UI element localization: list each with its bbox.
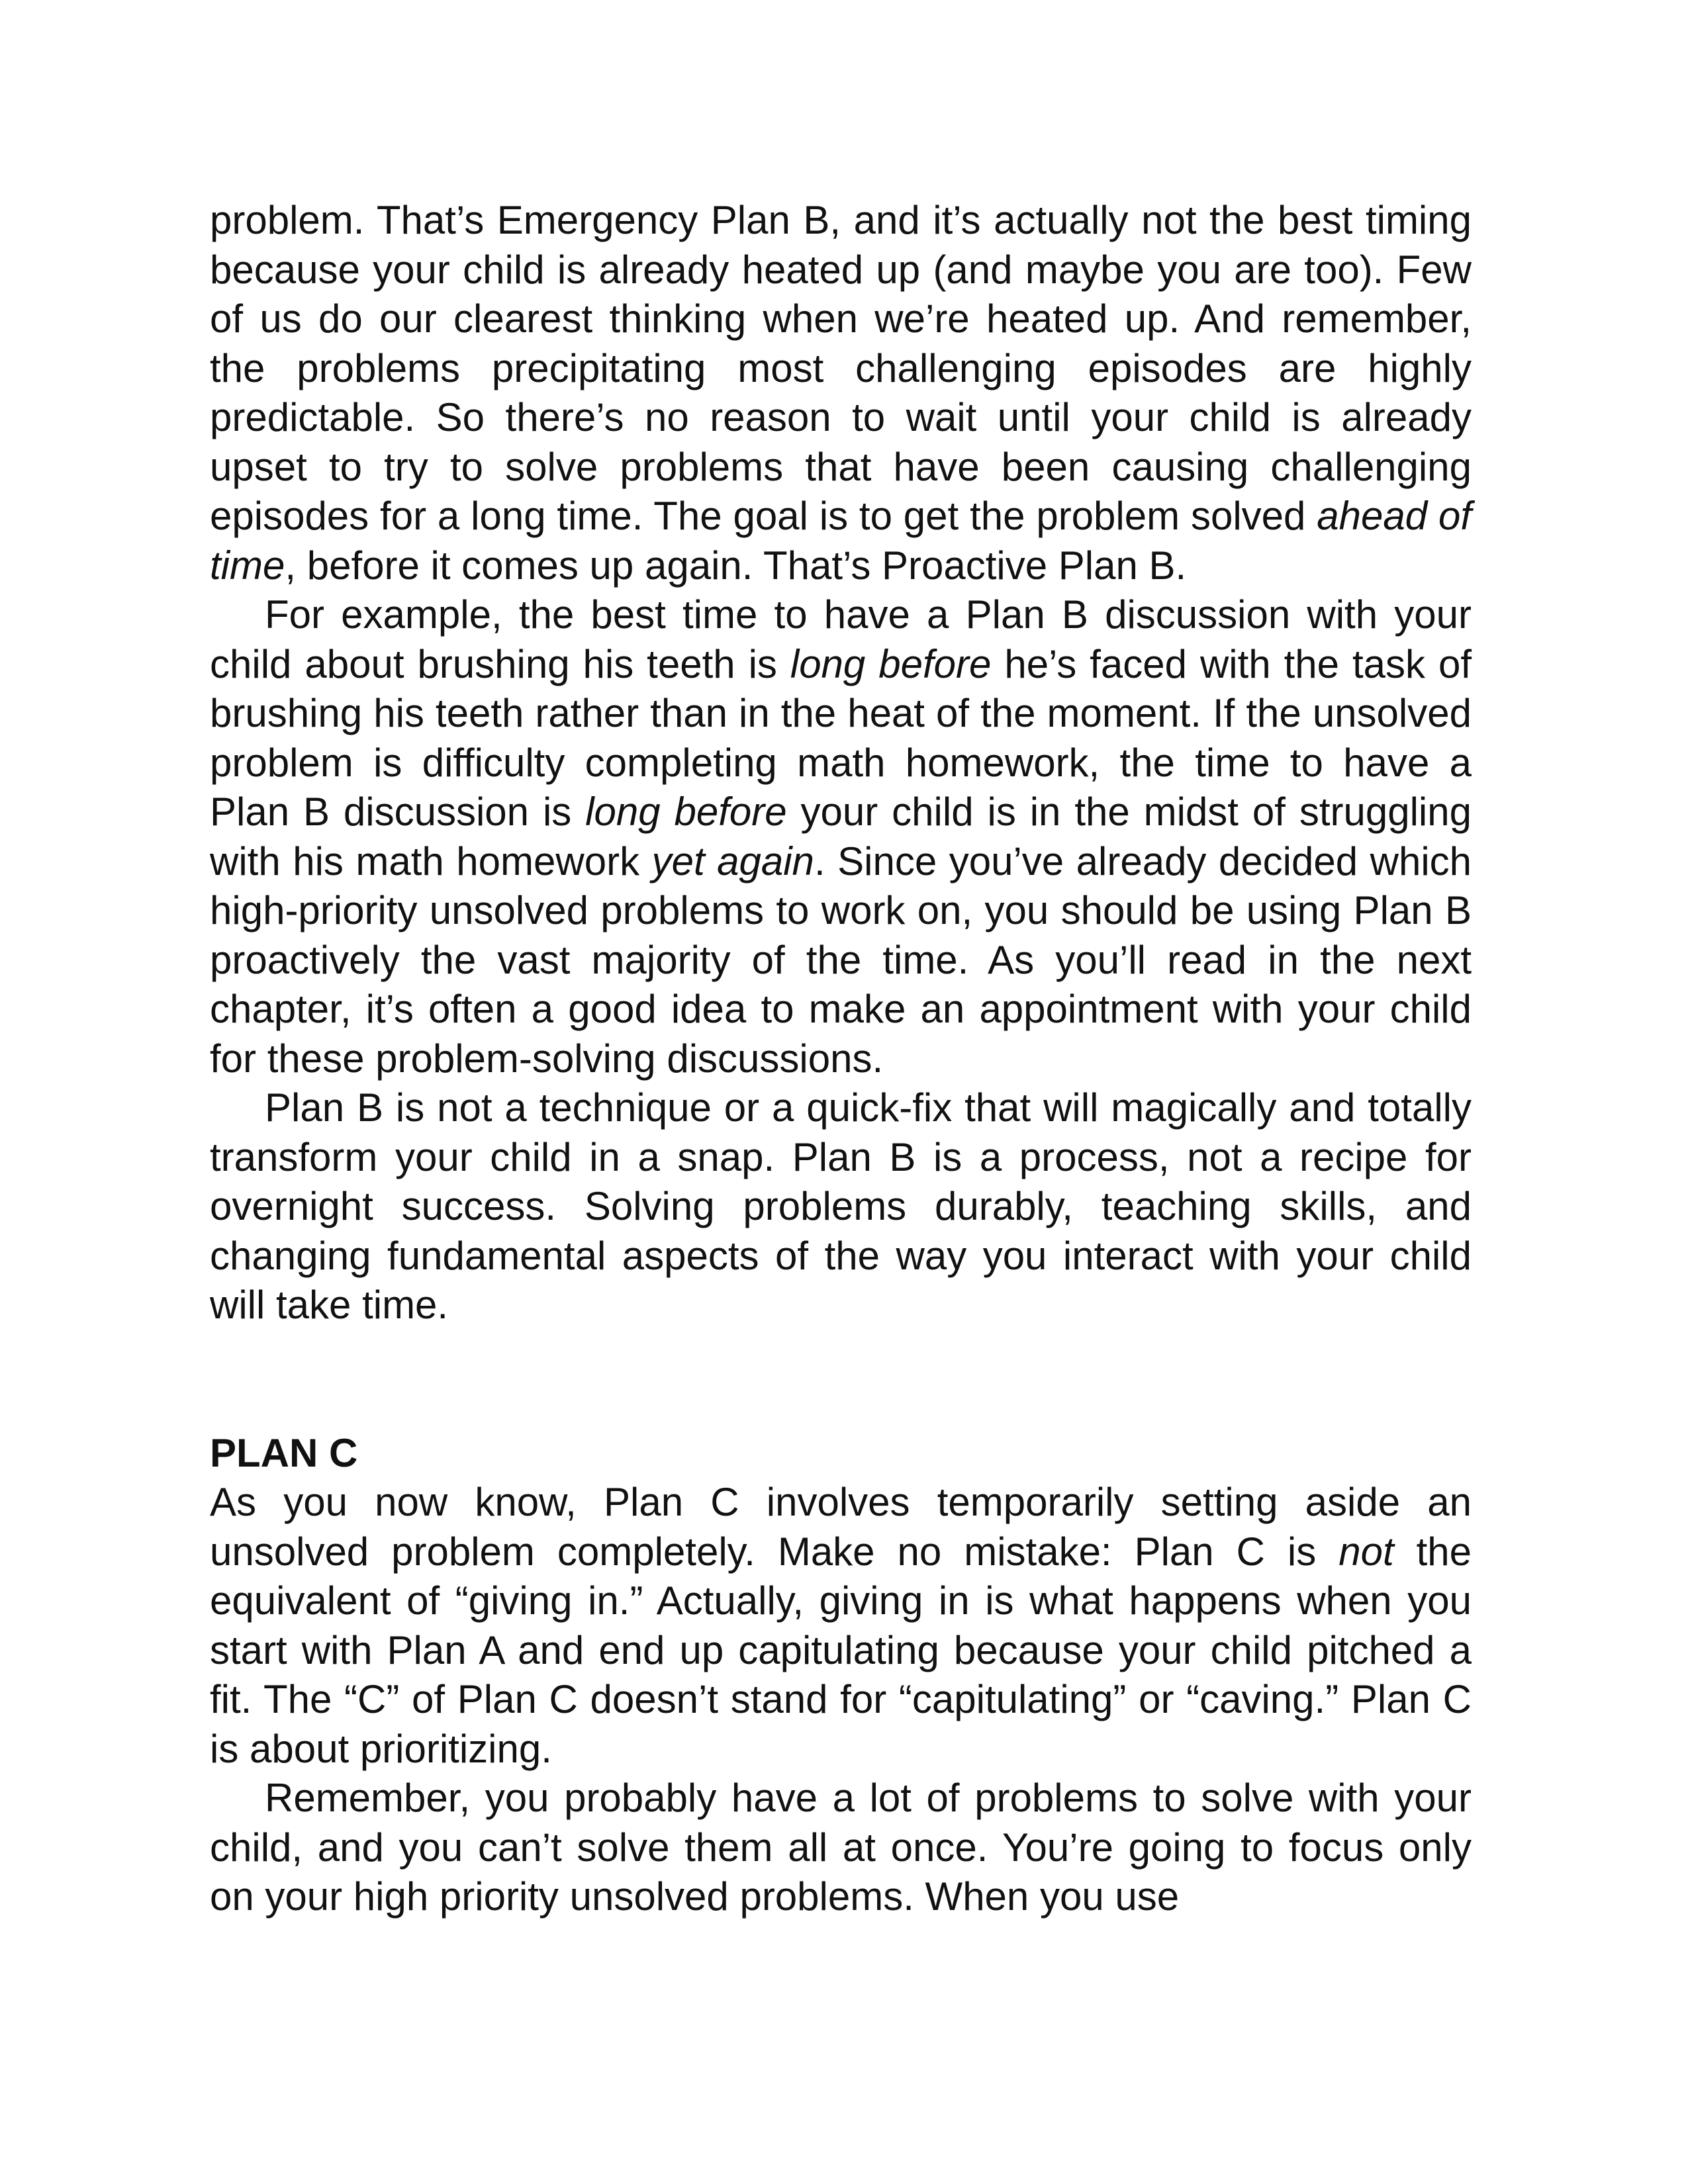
italic-text: not [1338,1529,1394,1574]
text-run: Remember, you probably have a lot of problems to solve with your child, and you can’t solve them all at once. You’re going to focus only on your high priority unsolved problems. When you use [210,1776,1472,1919]
text-run: Plan B is not a technique or a quick-fix that will magically and totally transform your child in a snap. Plan B is a process, not a recipe for overnight success. Solving problems durably, teaching skills, and changing fundamental aspects of the way you interact with your child will take time. [210,1085,1472,1327]
text-run: , before it comes up again. That’s Proactive Plan B. [285,543,1187,588]
body-text-bottom [210,1478,1472,1922]
italic-text: long before [585,790,787,834]
italic-text: yet again [651,839,814,884]
text-run: For example, the best time to have a Plan B discussion with your child about brushing his teeth is [210,592,1472,686]
italic-text: ahead of time [210,494,1472,588]
text-run: your child is in the midst of struggling with his math homework [210,790,1472,884]
text-run: he’s faced with the task of brushing his teeth rather than in the heat of the moment. If the unsolved problem is difficulty completing math homework, the time to have a Plan B discussion is [210,641,1472,834]
paragraph-p1 [210,196,1472,590]
section-gap [210,1330,1472,1429]
text-run: . Since you’ve already decided which high-priority unsolved problems to work on, you should be using Plan B proactively the vast majority of the time. As you’ll read in the next chapter, it’s often a good idea to make an appointment with your child for these problem-solving discussions. [210,839,1472,1081]
paragraph-p3 [210,1083,1472,1330]
section-heading-plan-c: PLAN C [210,1430,358,1475]
paragraph-p5 [210,1774,1472,1922]
body-text-top [210,196,1472,1330]
paragraph-p2 [210,590,1472,1083]
text-run: As you now know, Plan C involves temporarily setting aside an unsolved problem completely. Make no mistake: Plan C is [210,1480,1472,1574]
text-run: problem. That’s Emergency Plan B, and it’s actually not the best timing because your child is already heated up (and maybe you are too). Few of us do our clearest thinking when we’re heated up. And remember, the problems precipitating most challenging episodes are highly predictable. So there’s no reason to wait until your child is already upset to try to solve problems that have been causing challenging episodes for a long time. The goal is to get the problem solved [210,198,1472,538]
paragraph-p4 [210,1478,1472,1774]
document-page [210,196,1472,1922]
italic-text: long before [790,641,992,686]
text-run: the equivalent of “giving in.” Actually, giving in is what happens when you start with Plan A and end up capitulating because your child pitched a fit. The “C” of Plan C doesn’t stand for “capitulating” or “caving.” Plan C is about prioritizing. [210,1529,1472,1771]
